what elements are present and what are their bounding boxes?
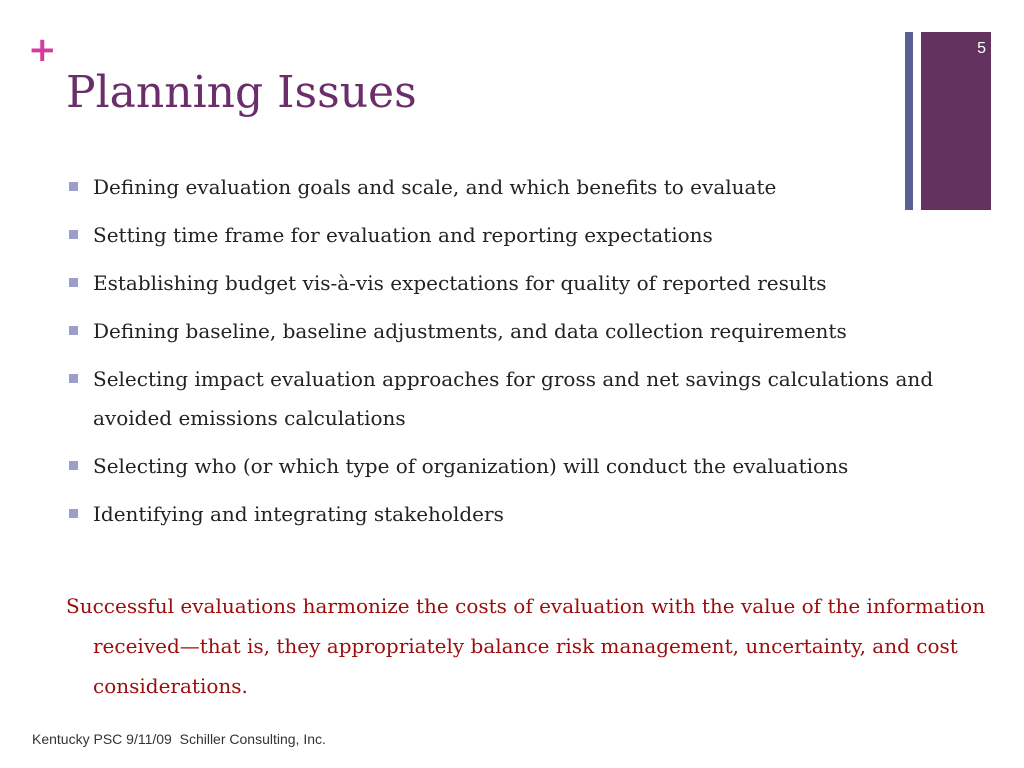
bullet-item xyxy=(66,312,966,351)
bullet-text: Defining baseline, baseline adjustments, and data collection requirements xyxy=(93,319,847,343)
square-bullet-icon xyxy=(69,374,78,383)
plus-icon: + xyxy=(28,30,57,70)
bullet-item xyxy=(66,264,966,303)
bullet-text: Identifying and integrating stakeholders xyxy=(93,502,504,526)
square-bullet-icon xyxy=(69,326,78,335)
bullet-item xyxy=(66,495,966,534)
bullet-item xyxy=(66,360,966,438)
footer-text: Kentucky PSC 9/11/09 Schiller Consulting, Inc. xyxy=(32,731,326,747)
square-bullet-icon xyxy=(69,461,78,470)
bullet-list xyxy=(66,168,966,543)
slide-number: 5 xyxy=(977,40,986,57)
bullet-text: Setting time frame for evaluation and reporting expectations xyxy=(93,223,713,247)
bullet-text: Selecting who (or which type of organization) will conduct the evaluations xyxy=(93,454,849,478)
square-bullet-icon xyxy=(69,509,78,518)
bullet-item xyxy=(66,168,966,207)
bullet-item xyxy=(66,216,966,255)
square-bullet-icon xyxy=(69,278,78,287)
square-bullet-icon xyxy=(69,230,78,239)
bullet-item xyxy=(66,447,966,486)
bullet-text: Selecting impact evaluation approaches for gross and net savings calculations and avoided emissions calculations xyxy=(93,367,934,430)
bullet-text: Establishing budget vis-à-vis expectations for quality of reported results xyxy=(93,271,827,295)
slide-title: Planning Issues xyxy=(66,67,417,118)
bullet-text: Defining evaluation goals and scale, and which benefits to evaluate xyxy=(93,175,777,199)
square-bullet-icon xyxy=(69,182,78,191)
summary-statement: Successful evaluations harmonize the costs of evaluation with the value of the information received—that is, they appropriately balance risk management, uncertainty, and cost considerations. xyxy=(66,594,986,698)
